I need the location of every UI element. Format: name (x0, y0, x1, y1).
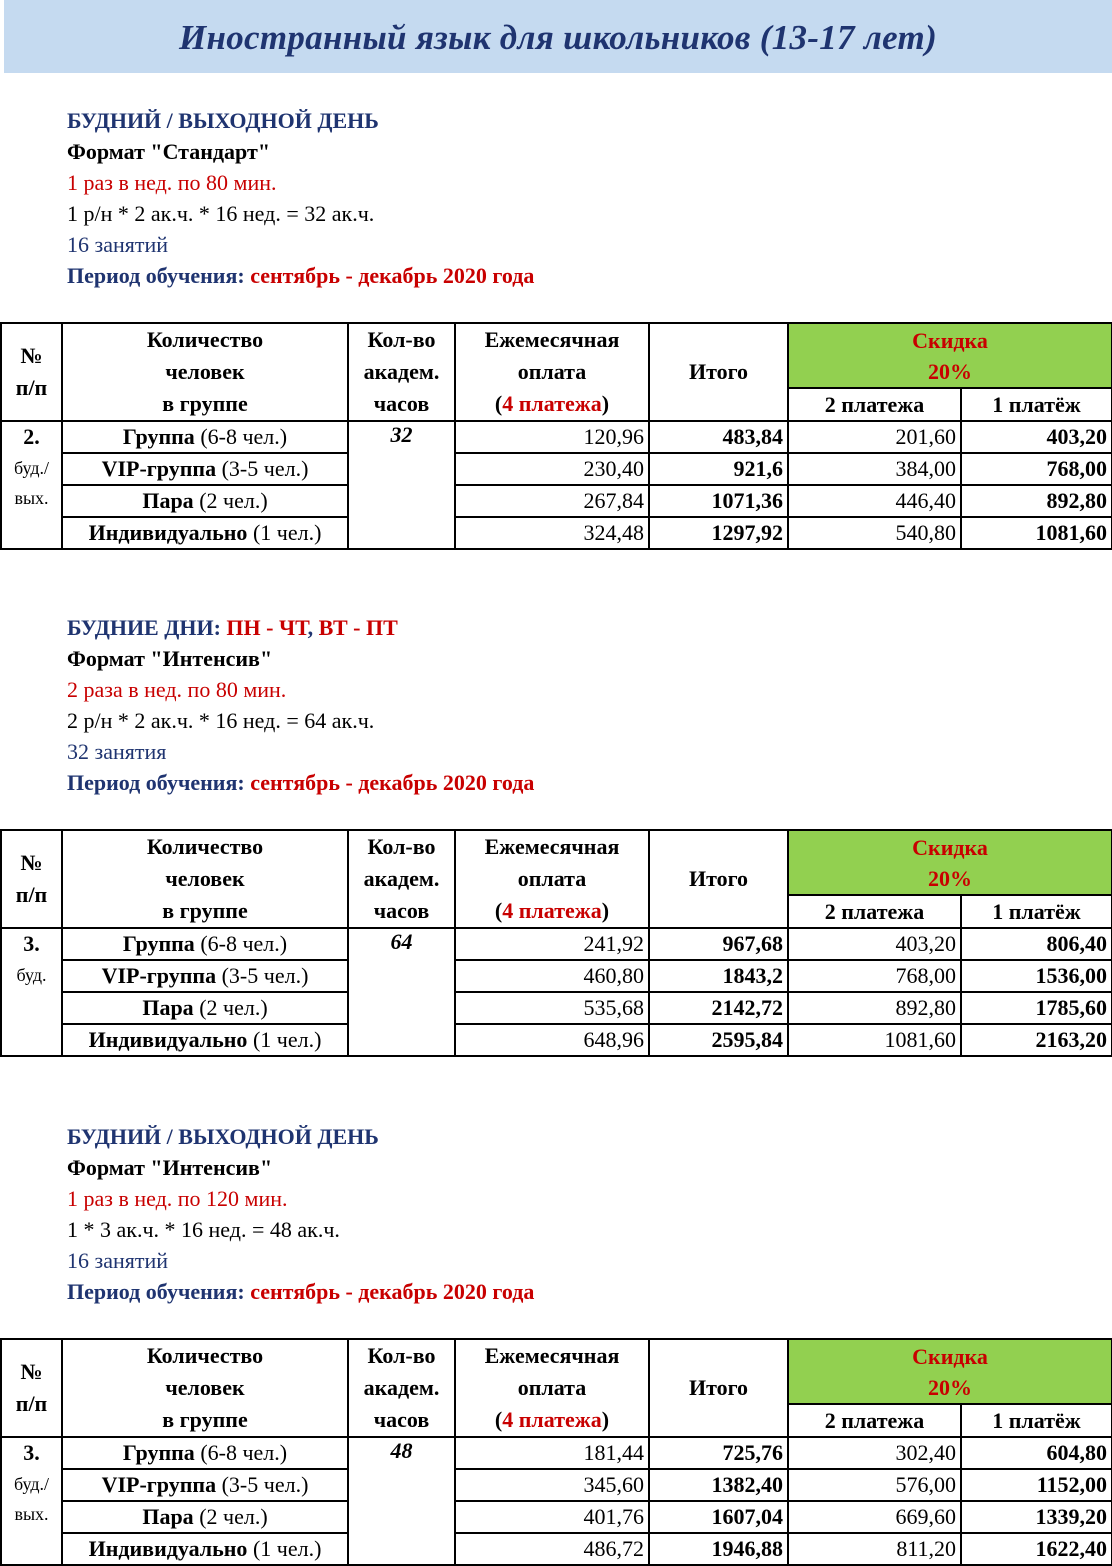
header-payments-count: 4 платежа (502, 1407, 602, 1432)
monthly-payment: 241,92 (455, 928, 649, 960)
one-payment-price: 1785,60 (961, 992, 1112, 1024)
two-payments-price: 892,80 (788, 992, 961, 1024)
group-name (62, 1533, 348, 1565)
study-period-label: Период обучения: (67, 263, 251, 288)
total-price: 2595,84 (649, 1024, 788, 1056)
group-name (62, 1469, 348, 1501)
monthly-payment: 181,44 (455, 1437, 649, 1469)
group-type: Индивидуально (88, 520, 248, 545)
total-price: 1607,04 (649, 1501, 788, 1533)
study-period (67, 1276, 534, 1307)
one-payment-price: 604,80 (961, 1437, 1112, 1469)
header-people: Количество человек в группе (62, 1339, 348, 1437)
total-price: 725,76 (649, 1437, 788, 1469)
monthly-payment: 324,48 (455, 517, 649, 549)
format-label: Формат "Интенсив" (67, 1155, 273, 1180)
academic-hours: 64 (348, 928, 455, 1056)
header-people: Количество человек в группе (62, 323, 348, 421)
two-payments-price: 201,60 (788, 421, 961, 453)
group-size: (2 чел.) (193, 995, 268, 1020)
table-row (1, 485, 1112, 517)
two-payments-price: 768,00 (788, 960, 961, 992)
header-hours: Кол-во академ. часов (348, 323, 455, 421)
header-two-payments: 2 платежа (788, 895, 961, 928)
group-size: (2 чел.) (193, 1504, 268, 1529)
group-size: (6-8 чел.) (194, 424, 288, 449)
study-period-value: сентябрь - декабрь 2020 года (250, 770, 535, 795)
group-size: (3-5 чел.) (216, 1472, 309, 1497)
row-index (1, 1437, 62, 1565)
one-payment-price: 806,40 (961, 928, 1112, 960)
row-index-number: 3. (23, 931, 40, 956)
study-period (67, 767, 534, 798)
total-price: 1071,36 (649, 485, 788, 517)
monthly-payment: 648,96 (455, 1024, 649, 1056)
two-payments-price: 576,00 (788, 1469, 961, 1501)
header-number: № п/п (1, 830, 62, 928)
group-type: Пара (142, 1504, 194, 1529)
one-payment-price: 1339,20 (961, 1501, 1112, 1533)
group-type: VIP-группа (101, 963, 217, 988)
header-discount: Скидка 20% (788, 1339, 1112, 1404)
schedule-days-label: БУДНИЕ ДНИ: (67, 615, 227, 640)
hours-formula: 2 р/н * 2 ак.ч. * 16 нед. = 64 ак.ч. (67, 708, 375, 733)
group-name (62, 517, 348, 549)
hours-formula: 1 * 3 ак.ч. * 16 нед. = 48 ак.ч. (67, 1217, 340, 1242)
table-row (1, 928, 1112, 960)
total-price: 1297,92 (649, 517, 788, 549)
group-type: Индивидуально (88, 1027, 248, 1052)
group-size: (1 чел.) (247, 1536, 322, 1561)
group-size: (1 чел.) (247, 520, 322, 545)
table-row (1, 992, 1112, 1024)
group-type: Группа (122, 931, 195, 956)
group-size: (6-8 чел.) (194, 1440, 288, 1465)
two-payments-price: 669,60 (788, 1501, 961, 1533)
monthly-payment: 535,68 (455, 992, 649, 1024)
header-hours: Кол-во академ. часов (348, 830, 455, 928)
lessons-count: 16 занятий (67, 232, 169, 257)
two-payments-price: 403,20 (788, 928, 961, 960)
two-payments-price: 384,00 (788, 453, 961, 485)
total-price: 921,6 (649, 453, 788, 485)
format-label: Формат "Интенсив" (67, 646, 273, 671)
total-price: 1946,88 (649, 1533, 788, 1565)
header-one-payment: 1 платёж (961, 895, 1112, 928)
table-header-row (1, 1339, 1112, 1404)
one-payment-price: 2163,20 (961, 1024, 1112, 1056)
header-number: № п/п (1, 323, 62, 421)
price-table (0, 829, 1112, 1057)
header-total: Итого (649, 323, 788, 421)
group-type: VIP-группа (101, 1472, 217, 1497)
header-payments-count: 4 платежа (502, 391, 602, 416)
section-info (67, 1121, 534, 1307)
academic-hours: 32 (348, 421, 455, 549)
study-period-label: Период обучения: (67, 1279, 251, 1304)
header-number: № п/п (1, 1339, 62, 1437)
monthly-payment: 345,60 (455, 1469, 649, 1501)
format-label: Формат "Стандарт" (67, 139, 271, 164)
header-two-payments: 2 платежа (788, 1404, 961, 1437)
frequency-text: 1 раз в нед. по 120 мин. (67, 1186, 288, 1211)
total-price: 483,84 (649, 421, 788, 453)
one-payment-price: 768,00 (961, 453, 1112, 485)
hours-formula: 1 р/н * 2 ак.ч. * 16 нед. = 32 ак.ч. (67, 201, 375, 226)
lessons-count: 16 занятий (67, 1248, 169, 1273)
group-type: VIP-группа (101, 456, 217, 481)
monthly-payment: 401,76 (455, 1501, 649, 1533)
group-type: Пара (142, 995, 194, 1020)
table-header-row (1, 323, 1112, 388)
row-index-days: буд. (16, 965, 47, 985)
header-monthly: Ежемесячная оплата (4 платежа) (455, 1339, 649, 1437)
header-total: Итого (649, 830, 788, 928)
monthly-payment: 267,84 (455, 485, 649, 517)
table-row (1, 960, 1112, 992)
one-payment-price: 892,80 (961, 485, 1112, 517)
two-payments-price: 446,40 (788, 485, 961, 517)
title-banner (4, 0, 1112, 73)
header-monthly: Ежемесячная оплата (4 платежа) (455, 830, 649, 928)
row-index-days: буд./ вых. (14, 1474, 49, 1524)
monthly-payment: 460,80 (455, 960, 649, 992)
row-index-number: 2. (23, 424, 40, 449)
header-people: Количество человек в группе (62, 830, 348, 928)
schedule-days (67, 612, 534, 643)
group-type: Группа (122, 1440, 195, 1465)
one-payment-price: 1081,60 (961, 517, 1112, 549)
table-row (1, 1469, 1112, 1501)
table-row (1, 1437, 1112, 1469)
monthly-payment: 486,72 (455, 1533, 649, 1565)
frequency-text: 2 раза в нед. по 80 мин. (67, 677, 287, 702)
group-size: (3-5 чел.) (216, 456, 309, 481)
schedule-days-option: ПН - ЧТ (226, 615, 308, 640)
price-table (0, 1338, 1112, 1566)
group-name (62, 485, 348, 517)
two-payments-price: 811,20 (788, 1533, 961, 1565)
group-type: Группа (122, 424, 195, 449)
group-name (62, 1501, 348, 1533)
table-row (1, 421, 1112, 453)
monthly-payment: 230,40 (455, 453, 649, 485)
group-name (62, 960, 348, 992)
row-index (1, 928, 62, 1056)
group-type: Пара (142, 488, 194, 513)
group-name (62, 421, 348, 453)
total-price: 1382,40 (649, 1469, 788, 1501)
schedule-days-label: БУДНИЙ / ВЫХОДНОЙ ДЕНЬ (67, 108, 379, 133)
study-period-label: Период обучения: (67, 770, 251, 795)
table-header-row (1, 830, 1112, 895)
group-type: Индивидуально (88, 1536, 248, 1561)
table-row (1, 1024, 1112, 1056)
two-payments-price: 302,40 (788, 1437, 961, 1469)
header-total: Итого (649, 1339, 788, 1437)
section-info (67, 612, 534, 798)
header-one-payment: 1 платёж (961, 1404, 1112, 1437)
schedule-days-option: ВТ - ПТ (318, 615, 398, 640)
price-table (0, 322, 1112, 550)
row-index-number: 3. (23, 1440, 40, 1465)
two-payments-price: 1081,60 (788, 1024, 961, 1056)
two-payments-price: 540,80 (788, 517, 961, 549)
table-row (1, 1533, 1112, 1565)
group-name (62, 1437, 348, 1469)
total-price: 2142,72 (649, 992, 788, 1024)
table-row (1, 1501, 1112, 1533)
total-price: 967,68 (649, 928, 788, 960)
header-discount: Скидка 20% (788, 830, 1112, 895)
schedule-days (67, 105, 534, 136)
group-size: (2 чел.) (193, 488, 268, 513)
row-index (1, 421, 62, 549)
header-two-payments: 2 платежа (788, 388, 961, 421)
group-name (62, 992, 348, 1024)
group-size: (6-8 чел.) (194, 931, 288, 956)
schedule-days (67, 1121, 534, 1152)
group-size: (1 чел.) (247, 1027, 322, 1052)
section-info (67, 105, 534, 291)
row-index-days: буд./ вых. (14, 458, 49, 508)
monthly-payment: 120,96 (455, 421, 649, 453)
header-discount: Скидка 20% (788, 323, 1112, 388)
header-one-payment: 1 платёж (961, 388, 1112, 421)
page-title: Иностранный язык для школьников (13-17 лет) (178, 18, 938, 57)
group-size: (3-5 чел.) (216, 963, 309, 988)
group-name (62, 1024, 348, 1056)
one-payment-price: 403,20 (961, 421, 1112, 453)
study-period-value: сентябрь - декабрь 2020 года (250, 1279, 535, 1304)
frequency-text: 1 раз в нед. по 80 мин. (67, 170, 277, 195)
study-period (67, 260, 534, 291)
one-payment-price: 1152,00 (961, 1469, 1112, 1501)
group-name (62, 453, 348, 485)
one-payment-price: 1622,40 (961, 1533, 1112, 1565)
schedule-days-separator: , (307, 615, 319, 640)
header-payments-count: 4 платежа (502, 898, 602, 923)
study-period-value: сентябрь - декабрь 2020 года (250, 263, 535, 288)
header-monthly: Ежемесячная оплата (4 платежа) (455, 323, 649, 421)
one-payment-price: 1536,00 (961, 960, 1112, 992)
academic-hours: 48 (348, 1437, 455, 1565)
total-price: 1843,2 (649, 960, 788, 992)
table-row (1, 517, 1112, 549)
table-row (1, 453, 1112, 485)
group-name (62, 928, 348, 960)
lessons-count: 32 занятия (67, 739, 167, 764)
schedule-days-label: БУДНИЙ / ВЫХОДНОЙ ДЕНЬ (67, 1124, 379, 1149)
header-hours: Кол-во академ. часов (348, 1339, 455, 1437)
